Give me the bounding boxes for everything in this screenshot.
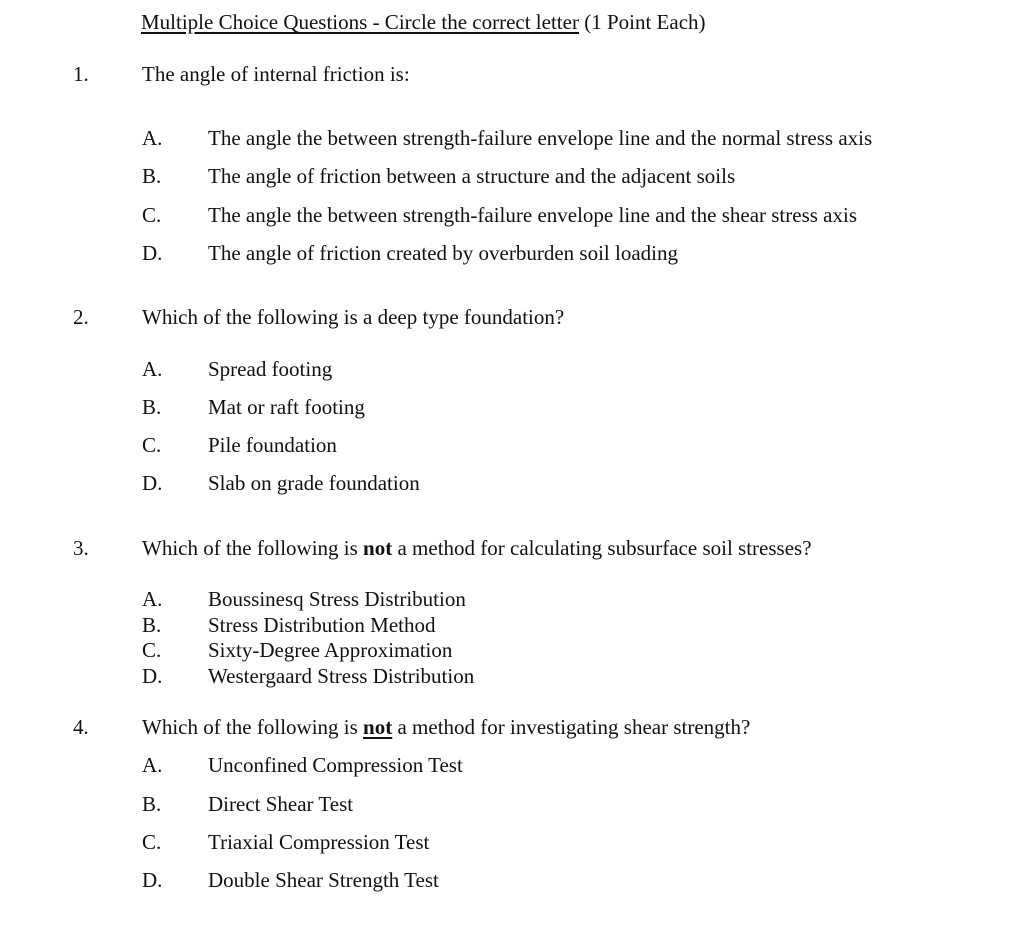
question-4-number: 4. (73, 715, 89, 739)
question-2-text: Which of the following is a deep type foundation? (142, 305, 565, 329)
q1-option-a-text: The angle the between strength-failure envelope line and the normal stress axis (208, 126, 873, 150)
q1-option-c-letter[interactable]: C. (142, 203, 162, 227)
question-3-text-after: a method for calculating subsurface soil stresses? (397, 536, 812, 560)
question-3-text (142, 538, 812, 559)
question-4-text-after: a method for investigating shear strength? (397, 715, 751, 739)
q4-option-a-text: Unconfined Compression Test (208, 753, 463, 777)
question-3-text-before: Which of the following is (142, 536, 358, 560)
q2-option-b-letter[interactable]: B. (142, 395, 162, 419)
q3-option-c-text: Sixty-Degree Approximation (208, 638, 453, 662)
question-4-text-before: Which of the following is (142, 715, 358, 739)
question-2-number: 2. (73, 305, 89, 329)
q4-option-d-letter[interactable]: D. (142, 868, 163, 892)
question-4-emphasis: not (363, 715, 393, 739)
q4-option-a-letter[interactable]: A. (142, 753, 163, 777)
q3-option-b-text: Stress Distribution Method (208, 613, 436, 637)
q3-option-a-text: Boussinesq Stress Distribution (208, 587, 466, 611)
q1-option-d-text: The angle of friction created by overburden soil loading (208, 241, 678, 265)
question-1-text: The angle of internal friction is: (142, 62, 410, 86)
question-3-number: 3. (73, 536, 89, 560)
q1-option-c-text: The angle the between strength-failure envelope line and the shear stress axis (208, 203, 858, 227)
q3-option-c-letter[interactable]: C. (142, 638, 162, 662)
q2-option-c-text: Pile foundation (208, 433, 337, 457)
q1-option-a-letter[interactable]: A. (142, 126, 163, 150)
question-1-number: 1. (73, 62, 89, 86)
q1-option-b-text: The angle of friction between a structure and the adjacent soils (208, 164, 736, 188)
question-3-emphasis: not (363, 536, 393, 560)
page-title-suffix: (1 Point Each) (584, 10, 706, 34)
q2-option-a-letter[interactable]: A. (142, 357, 163, 381)
q3-option-d-text: Westergaard Stress Distribution (208, 664, 475, 688)
q4-option-c-letter[interactable]: C. (142, 830, 162, 854)
q3-option-b-letter[interactable]: B. (142, 613, 162, 637)
q2-option-d-letter[interactable]: D. (142, 471, 163, 495)
q2-option-d-text: Slab on grade foundation (208, 471, 420, 495)
q4-option-d-text: Double Shear Strength Test (208, 868, 439, 892)
page-title-underlined: Multiple Choice Questions - Circle the correct letter (141, 10, 579, 34)
q1-option-d-letter[interactable]: D. (142, 241, 163, 265)
q2-option-b-text: Mat or raft footing (208, 395, 365, 419)
q2-option-c-letter[interactable]: C. (142, 433, 162, 457)
page-title (141, 12, 706, 33)
q4-option-b-letter[interactable]: B. (142, 792, 162, 816)
q3-option-d-letter[interactable]: D. (142, 664, 163, 688)
question-4-text (142, 717, 750, 738)
q4-option-b-text: Direct Shear Test (208, 792, 354, 816)
q3-option-a-letter[interactable]: A. (142, 587, 163, 611)
q4-option-c-text: Triaxial Compression Test (208, 830, 430, 854)
q1-option-b-letter[interactable]: B. (142, 164, 162, 188)
q2-option-a-text: Spread footing (208, 357, 333, 381)
